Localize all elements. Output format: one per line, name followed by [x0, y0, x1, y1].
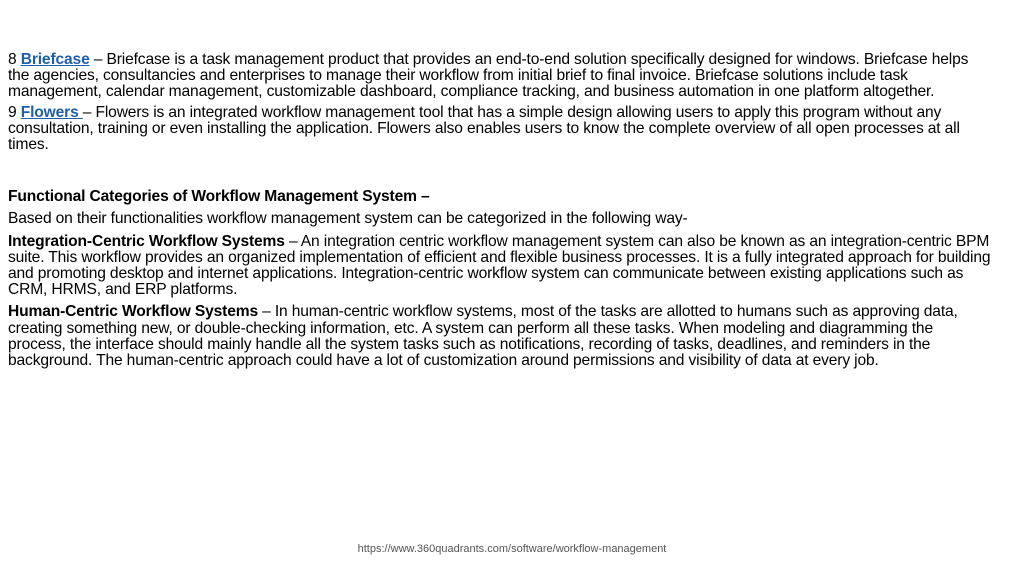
section-heading: Functional Categories of Workflow Management System – — [8, 188, 430, 206]
item-description: – Briefcase is a task management product that provides an end-to-end solution specifically designed for windows. Briefcase helps the agencies, consultancies and enterprises to manage their workflow from initial brief to final invoice. Briefcase solutions include task management, calendar management, customizable dashboard, compliance tracking, and business automation in one platform altogether. — [8, 51, 969, 101]
category-title: Integration-Centric Workflow Systems — [8, 232, 285, 250]
flowers-link[interactable]: Flowers — [20, 103, 83, 121]
section-intro: Based on their functionalities workflow management system can be categorized in the following way- — [8, 210, 688, 228]
footer-source-url: https://www.360quadrants.com/software/workflow-management — [357, 543, 667, 555]
category-integration-centric — [8, 234, 993, 299]
document-body — [8, 52, 993, 373]
item-description: – Flowers is an integrated workflow management tool that has a simple design allowing users to apply this program without any consultation, training or even installing the application. Flowers also enables users to know the complete overview of all open processes at all times. — [8, 103, 960, 154]
category-title: Human-Centric Workflow Systems — [8, 303, 258, 321]
briefcase-link[interactable]: Briefcase — [20, 51, 90, 68]
category-description: – In human-centric workflow systems, most of the tasks are allotted to humans such as approving data, creating something new, or double-checking information, etc. A system can perform all these tasks. When modeling and diagramming the process, the interface should mainly handle all the system tasks such as notifications, recording of tasks, deadlines, and reminders in the background. The human-centric approach could have a lot of customization around permissions and visibility of data at every job. — [8, 303, 958, 370]
list-item-flowers — [8, 105, 993, 154]
category-description: – An integration centric workflow management system can also be known as an integration-centric BPM suite. This workflow provides an organized implementation of efficient and flexible business processes. It is a fully integrated approach for building and promoting desktop and internet applications. Integration-centric workflow system can communicate between existing applications such as CRM, HRMS, and ERP platforms. — [8, 232, 991, 299]
category-human-centric — [8, 304, 993, 369]
item-number: 8 — [8, 51, 17, 68]
item-number: 9 — [8, 103, 17, 121]
list-item-briefcase — [8, 52, 993, 101]
blank-line — [8, 153, 993, 189]
